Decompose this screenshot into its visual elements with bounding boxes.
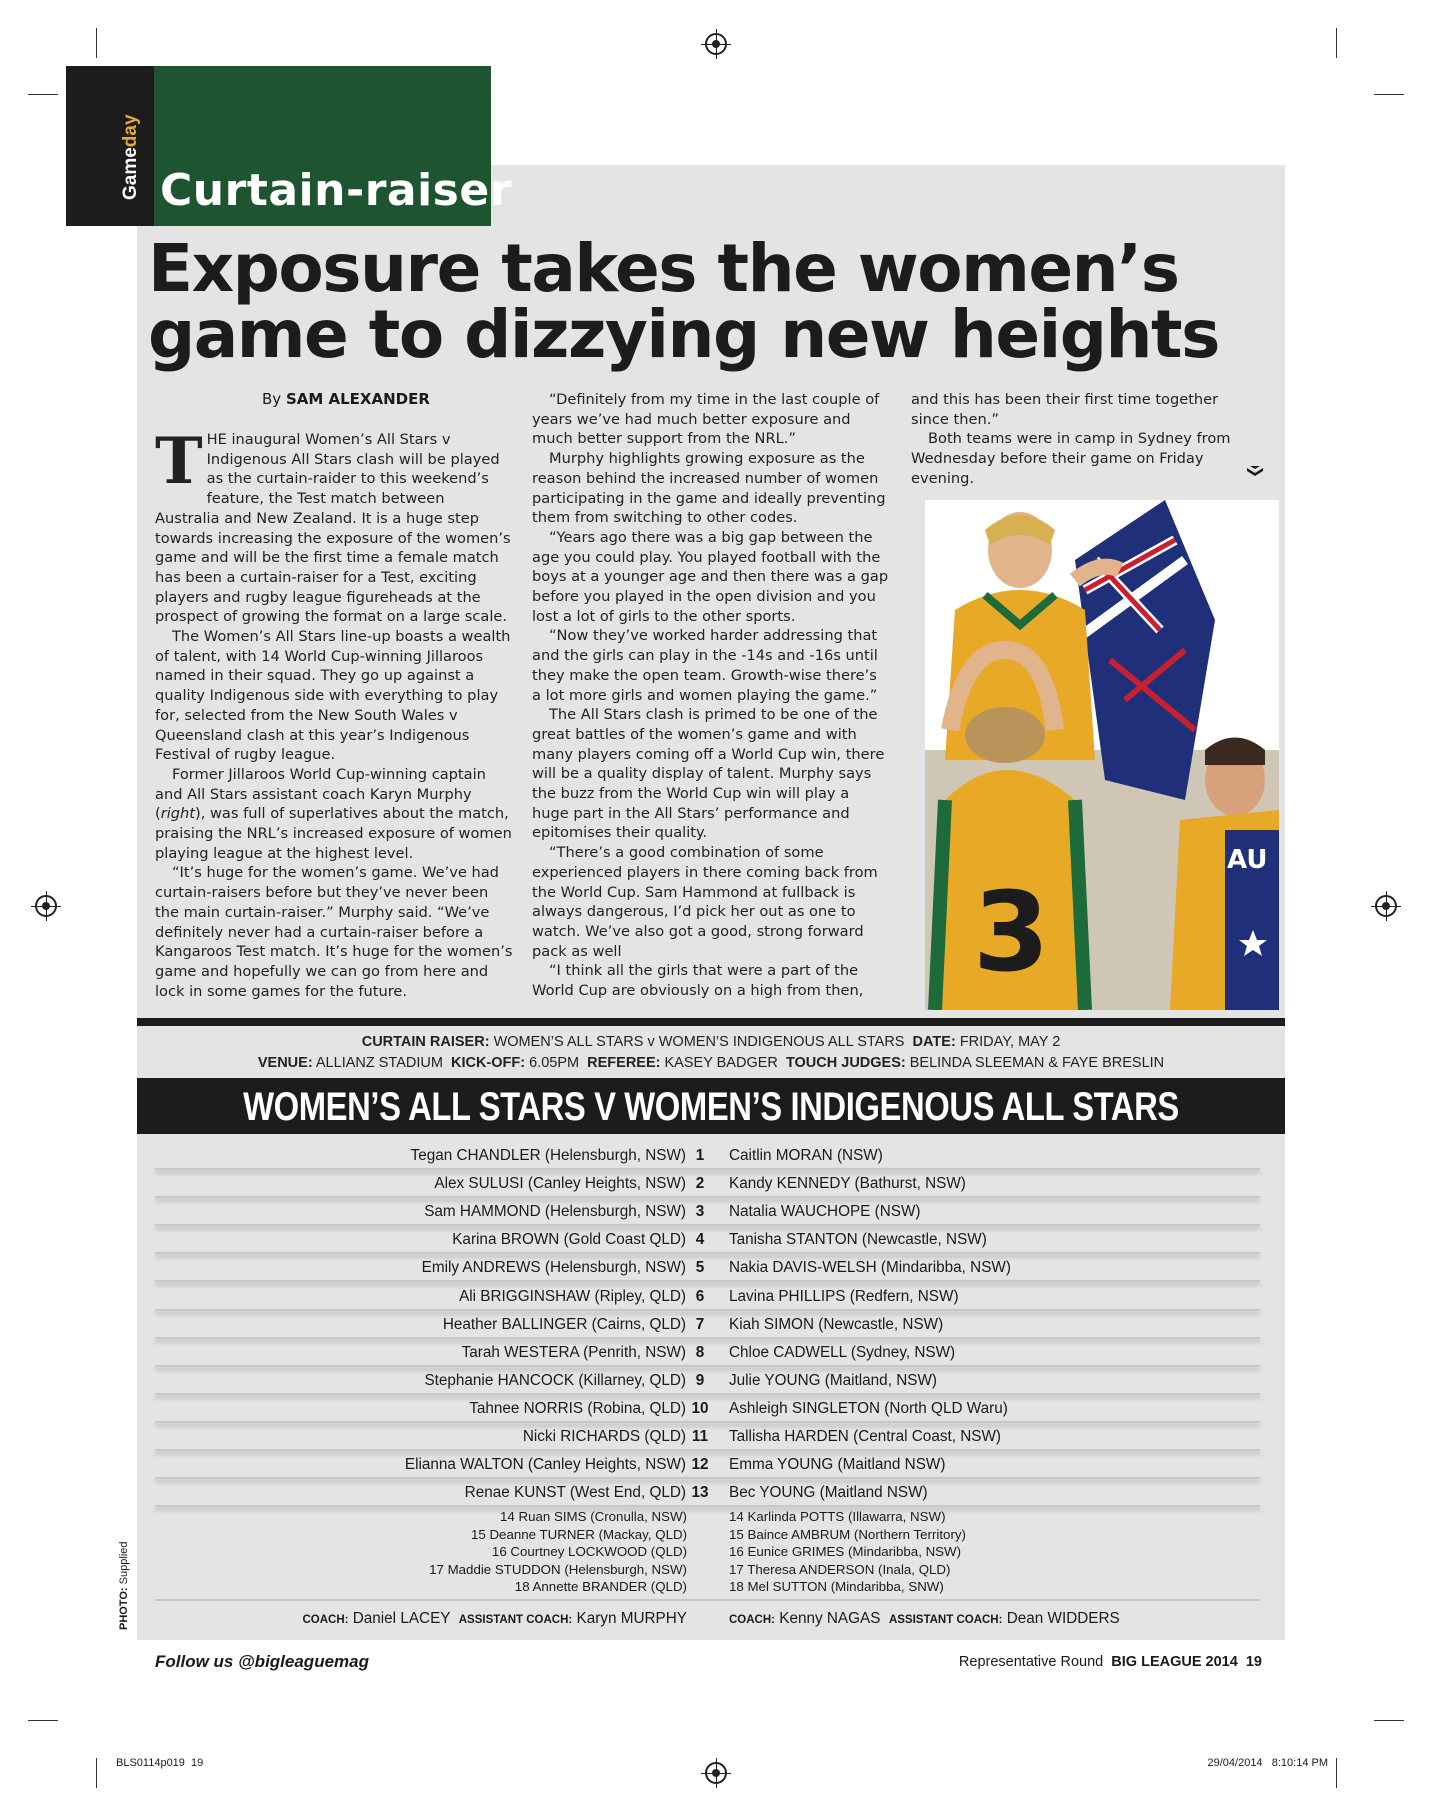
position-number: 7 xyxy=(695,1315,705,1333)
home-player: Tahnee NORRIS (Robina, QLD) xyxy=(469,1399,686,1417)
home-player: Tarah WESTERA (Penrith, NSW) xyxy=(461,1343,686,1361)
home-player: Heather BALLINGER (Cairns, QLD) xyxy=(442,1315,686,1333)
home-player: Renae KUNST (West End, QLD) xyxy=(464,1484,686,1502)
away-player: Emma YOUNG (Maitland NSW) xyxy=(729,1456,946,1474)
position-number: 4 xyxy=(695,1231,705,1249)
away-player: Julie YOUNG (Maitland, NSW) xyxy=(729,1371,937,1389)
home-player: Nicki RICHARDS (QLD) xyxy=(522,1428,686,1445)
details-rule xyxy=(137,1018,1285,1026)
flag-text: AU xyxy=(1227,845,1268,875)
headline-line-1: Exposure takes the women’s xyxy=(148,230,1179,307)
headline-line-2: game to dizzying new heights xyxy=(148,296,1219,373)
headline xyxy=(148,230,1248,373)
home-player: Elianna WALTON (Canley Heights, NSW) xyxy=(404,1456,686,1474)
position-number: 1 xyxy=(695,1147,705,1164)
article-column-2: “Definitely from my time in the last couple of years we’ve had much better exposure and much better support from the NRL.” Murphy highlights growing exposure as the reason behind the increased number of women participating in the game and ideally preventing them from switching to other codes. “Years ago there was a big gap between the age you could play. You played football with the boys at a younger age and then there was a gap before you played in the open division and you lost a lot of girls to the other sports. “Now they’ve worked harder addressing that and the girls can play in the -14s and -16s until they make the open team. Growth-wise there’s a lot more girls and women playing the game.” The All Stars clash is primed to be one of the great battles of the women’s game and with many players coming off a World Cup win, there will be a quality display of talent. Murphy says the buzz from the World Cup win will play a huge part in the All Stars’ performance and epitomises their quality. “There’s a good combination of some experienced players in there coming back from the World Cup. Sam Hammond at fullback is always dangerous, I’d pick her out as one to watch. We’ve also got a good, strong forward pack as well “I think all the girls that were a part of the World Cup are obviously on a high from then, xyxy=(532,391,889,1000)
position-number: 3 xyxy=(695,1203,705,1221)
section-title: Curtain-raiser xyxy=(160,165,512,216)
print-slug-date: 29/04/2014 8:10:14 PM xyxy=(1207,1757,1328,1769)
away-player: Tallisha HARDEN (Central Coast, NSW) xyxy=(729,1428,1002,1445)
end-mark-icon xyxy=(1246,465,1264,479)
registration-mark-icon xyxy=(705,33,727,55)
team-row xyxy=(155,1198,1260,1226)
away-player: Ashleigh SINGLETON (North QLD Waru) xyxy=(729,1399,1008,1417)
team-row xyxy=(155,1423,1260,1451)
home-player: Alex SULUSI (Canley Heights, NSW) xyxy=(434,1175,686,1193)
away-player: Natalia WAUCHOPE (NSW) xyxy=(729,1203,921,1221)
position-number: 9 xyxy=(695,1371,705,1389)
away-player: Caitlin MORAN (NSW) xyxy=(729,1147,883,1164)
position-number: 6 xyxy=(695,1287,705,1305)
home-player: Karina BROWN (Gold Coast QLD) xyxy=(452,1231,686,1249)
team-row xyxy=(155,1254,1260,1282)
reserves-left: 14 Ruan SIMS (Cronulla, NSW) 15 Deanne TURNER (Mackay, QLD) 16 Courtney LOCKWOOD (QLD) 17 Maddie STUDDON (Helensburgh, NSW) 18 Annette BRANDER (QLD) xyxy=(429,1509,687,1594)
home-player: Sam HAMMOND (Helensburgh, NSW) xyxy=(424,1203,686,1221)
away-player: Nakia DAVIS-WELSH (Mindaribba, NSW) xyxy=(729,1259,1011,1277)
article-column-3: and this has been their first time together since then.” Both teams were in camp in Sydney from Wednesday before their game on Friday evening. xyxy=(911,391,1231,487)
byline: By SAM ALEXANDER xyxy=(262,390,430,408)
team-row xyxy=(155,1142,1260,1170)
team-row xyxy=(155,1339,1260,1367)
home-player: Tegan CHANDLER (Helensburgh, NSW) xyxy=(410,1147,686,1164)
players-photo xyxy=(925,500,1279,1010)
drop-cap: T xyxy=(155,424,203,499)
away-player: Bec YOUNG (Maitland NSW) xyxy=(729,1484,928,1502)
team-row xyxy=(155,1283,1260,1311)
position-number: 11 xyxy=(691,1428,709,1445)
coach-rule xyxy=(155,1599,1260,1601)
position-number: 5 xyxy=(695,1259,705,1277)
team-row xyxy=(155,1479,1260,1507)
away-player: Kiah SIMON (Newcastle, NSW) xyxy=(729,1315,944,1333)
right-coaches: COACH: Kenny NAGAS ASSISTANT COACH: Dean WIDDERS xyxy=(729,1610,1120,1627)
away-player: Lavina PHILLIPS (Redfern, NSW) xyxy=(729,1287,959,1305)
registration-mark-icon xyxy=(35,895,57,917)
away-player: Kandy KENNEDY (Bathurst, NSW) xyxy=(729,1175,966,1193)
left-coaches: COACH: Daniel LACEY ASSISTANT COACH: Karyn MURPHY xyxy=(302,1610,687,1627)
position-number: 8 xyxy=(695,1343,705,1361)
row-rule xyxy=(155,1505,1260,1507)
position-number: 10 xyxy=(691,1399,709,1417)
jersey-number: 3 xyxy=(973,868,1050,996)
team-row xyxy=(155,1451,1260,1479)
gameday-label: Gameday xyxy=(120,114,141,200)
position-number: 2 xyxy=(695,1175,705,1193)
team-row xyxy=(155,1226,1260,1254)
home-player: Ali BRIGGINSHAW (Ripley, QLD) xyxy=(459,1287,686,1305)
registration-mark-icon xyxy=(1375,895,1397,917)
home-player: Emily ANDREWS (Helensburgh, NSW) xyxy=(421,1259,686,1277)
position-number: 12 xyxy=(691,1456,709,1474)
photo-credit: PHOTO: Supplied xyxy=(118,1541,130,1630)
team-row xyxy=(155,1367,1260,1395)
team-row xyxy=(155,1395,1260,1423)
registration-mark-icon xyxy=(705,1762,727,1784)
print-slug-file: BLS0114p019 19 xyxy=(116,1757,204,1769)
team-row xyxy=(155,1311,1260,1339)
home-player: Stephanie HANCOCK (Killarney, QLD) xyxy=(424,1371,686,1389)
footer-social: Follow us @bigleaguemag xyxy=(155,1652,369,1671)
match-details: CURTAIN RAISER: WOMEN’S ALL STARS v WOMEN’S INDIGENOUS ALL STARS DATE: FRIDAY, MAY 2 VENUE: ALLIANZ STADIUM KICK-OFF: 6.05PM REFEREE: KASEY BADGER TOUCH JUDGES: BELINDA SLEEMAN & FAYE BRESLIN xyxy=(257,1034,1165,1071)
reserves-right: 14 Karlinda POTTS (Illawarra, NSW) 15 Baince AMBRUM (Northern Territory) 16 Eunice GRIMES (Mindaribba, NSW) 17 Theresa ANDERSON (Inala, QLD) 18 Mel SUTTON (Mindaribba, SNW) xyxy=(729,1509,966,1594)
team-row xyxy=(155,1170,1260,1198)
teams-title: WOMEN’S ALL STARS V WOMEN’S INDIGENOUS ALL STARS xyxy=(243,1085,1179,1129)
footer-folio: Representative Round BIG LEAGUE 2014 19 xyxy=(958,1654,1262,1670)
away-player: Chloe CADWELL (Sydney, NSW) xyxy=(729,1343,956,1361)
position-number: 13 xyxy=(691,1484,709,1502)
away-player: Tanisha STANTON (Newcastle, NSW) xyxy=(729,1231,987,1249)
article-column-1: THE inaugural Women’s All Stars v Indigenous All Stars clash will be played as the curtain-raider to this weekend’s feature, the Test match between Australia and New Zealand. It is a huge step towards increasing the exposure of the women’s game and will be the first time a female match has been a curtain-raiser for a Test, exciting players and rugby league figureheads at the prospect of growing the format on a large scale. The Women’s All Stars line-up boasts a wealth of talent, with 14 World Cup-winning Jillaroos named in their squad. They go up against a quality Indigenous side with everything to play for, selected from the New South Wales v Queensland clash at this year’s Indigenous Festival of rugby league. Former Jillaroos World Cup-winning captain and All Stars assistant coach Karyn Murphy (right), was full of superlatives about the match, praising the NRL’s increased exposure of women playing league at the highest level. “It’s huge for the women’s game. We’ve had curtain-raisers before but they’ve never been the main curtain-raiser.” Murphy said. “We’ve definitely never had a curtain-raiser before a Kangaroos Test match. It’s huge for the women’s game and hopefully we can go from here and lock in some games for the future. xyxy=(155,424,513,1000)
